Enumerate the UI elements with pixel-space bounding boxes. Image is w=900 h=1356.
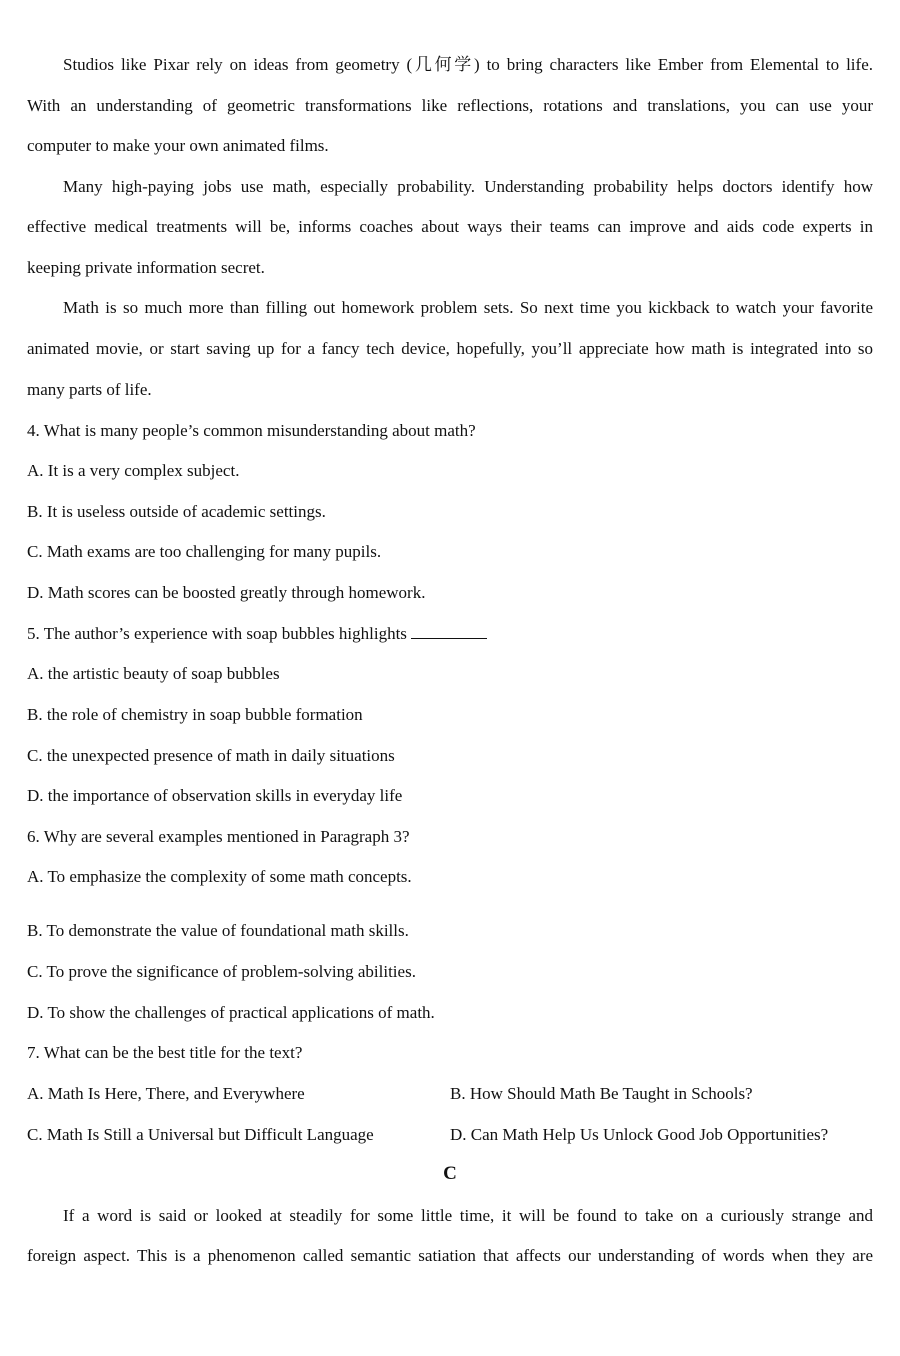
question-6-option-d: D. To show the challenges of practical applications of math. — [27, 1003, 435, 1022]
paragraph-line: computer to make your own animated films. — [27, 136, 329, 155]
question-5-option-a: A. the artistic beauty of soap bubbles — [27, 664, 280, 683]
paragraph-line: effective medical treatments will be, informs coaches about ways their teams can improve and aids code experts in — [27, 217, 873, 236]
question-4-option-b: B. It is useless outside of academic settings. — [27, 502, 326, 521]
question-stem-5 — [27, 623, 487, 645]
answer-blank — [411, 624, 487, 639]
question-6-option-c: C. To prove the significance of problem-solving abilities. — [27, 962, 416, 981]
question-7-option-d: D. Can Math Help Us Unlock Good Job Opportunities? — [450, 1125, 829, 1144]
paragraph-line: animated movie, or start saving up for a fancy tech device, hopefully, you’ll appreciate how math is integrated into so — [27, 339, 873, 358]
question-6-option-a: A. To emphasize the complexity of some math concepts. — [27, 867, 412, 886]
paragraph-line: Math is so much more than filling out homework problem sets. So next time you kickback to watch your favorite — [63, 298, 873, 317]
question-5-option-d: D. the importance of observation skills in everyday life — [27, 786, 403, 805]
paragraph-line: keeping private information secret. — [27, 258, 265, 277]
question-4-option-c: C. Math exams are too challenging for many pupils. — [27, 542, 382, 561]
question-7-option-b: B. How Should Math Be Taught in Schools? — [450, 1084, 753, 1103]
paragraph-line: If a word is said or looked at steadily for some little time, it will be found to take on a curiously strange and — [63, 1206, 873, 1225]
question-5-option-b: B. the role of chemistry in soap bubble formation — [27, 705, 363, 724]
question-7-option-a: A. Math Is Here, There, and Everywhere — [27, 1084, 305, 1103]
paragraph-line: many parts of life. — [27, 380, 152, 399]
question-5-option-c: C. the unexpected presence of math in daily situations — [27, 746, 395, 765]
question-stem-7: 7. What can be the best title for the text? — [27, 1043, 303, 1062]
question-6-option-b: B. To demonstrate the value of foundational math skills. — [27, 921, 409, 940]
question-5-text: 5. The author’s experience with soap bubbles highlights — [27, 624, 407, 643]
question-4-option-d: D. Math scores can be boosted greatly through homework. — [27, 583, 426, 602]
section-heading-c: C — [443, 1163, 457, 1184]
question-7-option-c: C. Math Is Still a Universal but Difficult Language — [27, 1125, 374, 1144]
paragraph-line: Many high-paying jobs use math, especially probability. Understanding probability helps doctors identify how — [63, 177, 873, 196]
question-stem-4: 4. What is many people’s common misunderstanding about math? — [27, 421, 476, 440]
paragraph-line: With an understanding of geometric transformations like reflections, rotations and translations, you can use your — [27, 96, 873, 115]
paragraph-line: foreign aspect. This is a phenomenon called semantic satiation that affects our understanding of words when they are — [27, 1246, 873, 1265]
question-4-option-a: A. It is a very complex subject. — [27, 461, 240, 480]
question-stem-6: 6. Why are several examples mentioned in Paragraph 3? — [27, 827, 410, 846]
paragraph-line: Studios like Pixar rely on ideas from geometry (几何学) to bring characters like Ember from Elemental to life. — [63, 55, 873, 74]
